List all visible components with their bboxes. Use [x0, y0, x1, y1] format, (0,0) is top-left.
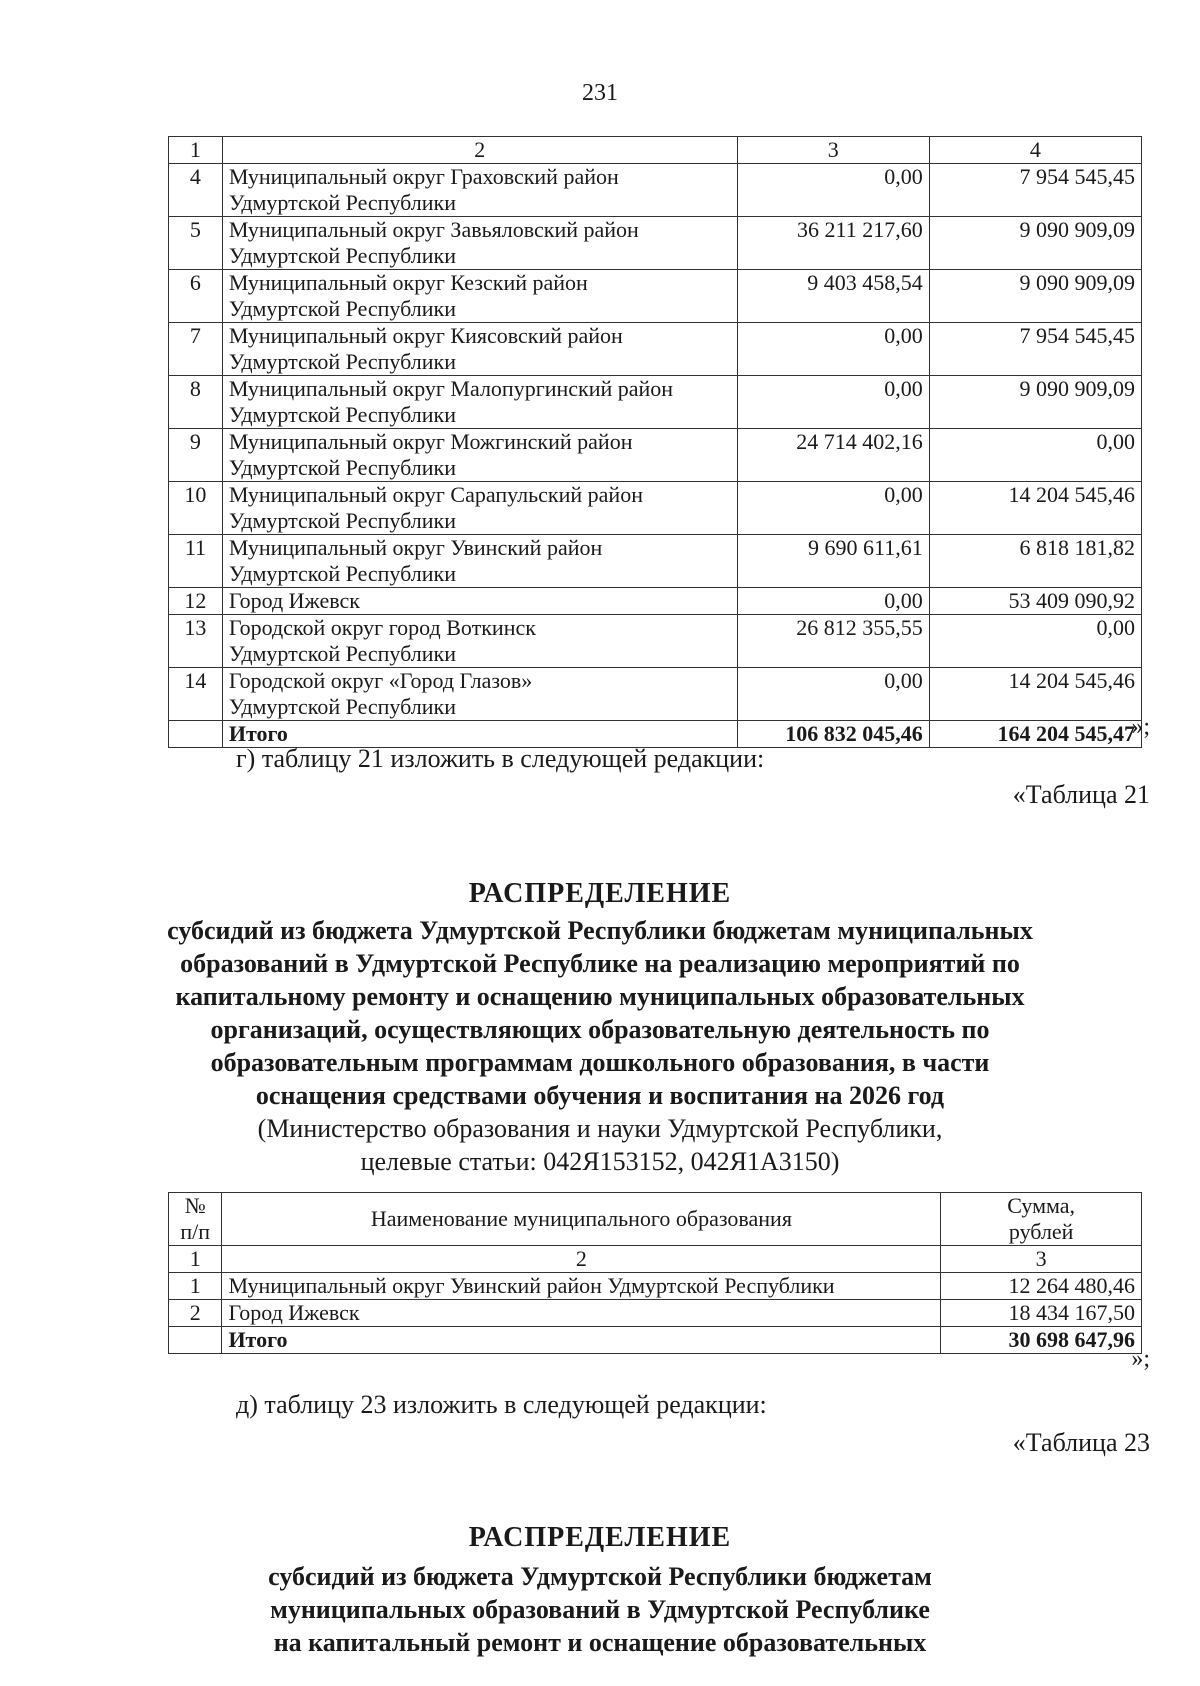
row-name [222, 217, 737, 270]
row-number: 6 [169, 270, 223, 323]
total-label: Итого [222, 1327, 941, 1354]
row-col4: 7 954 545,45 [929, 164, 1141, 217]
row-col3: 0,00 [737, 164, 929, 217]
table-body [169, 164, 1142, 721]
subtitle-line: организаций, осуществляющих образовательную деятельность по [210, 1015, 990, 1044]
row-col4: 14 204 545,46 [929, 482, 1141, 535]
table-row [169, 270, 1142, 323]
total-label: Итого [222, 721, 737, 748]
table-row [169, 1273, 1142, 1300]
table-row [169, 482, 1142, 535]
row-name [222, 164, 737, 217]
row-name [222, 323, 737, 376]
row-number: 5 [169, 217, 223, 270]
distribution-title: РАСПРЕДЕЛЕНИЕ [468, 878, 732, 909]
row-number: 4 [169, 164, 223, 217]
row-name-line: Удмуртской Республики [228, 243, 457, 268]
empty-cell [169, 721, 223, 748]
table-row [169, 429, 1142, 482]
column-number-row [169, 1246, 1142, 1273]
row-col3: 26 812 355,55 [737, 615, 929, 668]
row-number: 12 [169, 588, 223, 615]
row-sum: 18 434 167,50 [941, 1300, 1142, 1327]
row-name [222, 270, 737, 323]
table-21 [168, 1192, 1142, 1354]
table-row [169, 217, 1142, 270]
table-row [169, 588, 1142, 615]
subtitle-line: капитальному ремонту и оснащению муниципальных образовательных [175, 982, 1025, 1011]
row-name-line: Муниципальный округ Киясовский район [228, 323, 623, 348]
distribution-title: РАСПРЕДЕЛЕНИЕ [468, 1522, 732, 1553]
row-name-line: Удмуртской Республики [228, 455, 457, 480]
row-col4: 9 090 909,09 [929, 270, 1141, 323]
row-col4: 9 090 909,09 [929, 376, 1141, 429]
quote-end-mark: »; [1131, 1346, 1150, 1372]
row-name: Муниципальный округ Увинский район Удмуртской Республики [222, 1273, 941, 1300]
row-number: 8 [169, 376, 223, 429]
header-sum [941, 1193, 1142, 1246]
row-col3: 0,00 [737, 323, 929, 376]
table-row [169, 1300, 1142, 1327]
row-col3: 36 211 217,60 [737, 217, 929, 270]
table-header-row [169, 137, 1142, 164]
row-name-line: Удмуртской Республики [228, 402, 457, 427]
instruction-d: д) таблицу 23 изложить в следующей редакции: [236, 1390, 767, 1419]
subtitle-line: субсидий из бюджета Удмуртской Республики бюджетам муниципальных [167, 916, 1033, 945]
column-number: 2 [222, 1246, 941, 1273]
header-cell: 1 [169, 137, 223, 164]
subtitle-line: образований в Удмуртской Республике на реализацию мероприятий по [180, 949, 1020, 978]
note-line: (Министерство образования и науки Удмуртской Республики, [257, 1114, 943, 1143]
row-number: 2 [169, 1300, 222, 1327]
table-21-label: «Таблица 21 [1012, 780, 1150, 809]
header-cell: 2 [222, 137, 737, 164]
subtitle-line: образовательным программам дошкольного образования, в части [210, 1048, 990, 1077]
subtitle-line: на капитальный ремонт и оснащение образовательных [273, 1628, 927, 1657]
row-name-line: Удмуртской Республики [228, 508, 457, 533]
row-name-line: Муниципальный округ Сарапульский район [228, 482, 643, 507]
table-header-row [169, 1193, 1142, 1246]
header-number-line: п/п [180, 1219, 211, 1244]
row-name-line: Город Ижевск [228, 588, 360, 613]
row-col3: 0,00 [737, 482, 929, 535]
total-col3: 106 832 045,46 [737, 721, 929, 748]
row-col4: 14 204 545,46 [929, 668, 1141, 721]
row-number: 10 [169, 482, 223, 535]
row-col4: 0,00 [929, 615, 1141, 668]
row-col4: 7 954 545,45 [929, 323, 1141, 376]
row-col4: 9 090 909,09 [929, 217, 1141, 270]
row-number: 14 [169, 668, 223, 721]
subsidy-table-continued [168, 136, 1142, 748]
row-col3: 24 714 402,16 [737, 429, 929, 482]
row-col4: 6 818 181,82 [929, 535, 1141, 588]
distribution-note [150, 1112, 1050, 1178]
row-name [222, 482, 737, 535]
row-name-line: Удмуртской Республики [228, 296, 457, 321]
row-name-line: Городской округ «Город Глазов» [228, 668, 533, 693]
row-name [222, 535, 737, 588]
row-number: 1 [169, 1273, 222, 1300]
row-col3: 9 403 458,54 [737, 270, 929, 323]
distribution-subtitle [150, 1560, 1050, 1659]
row-number: 13 [169, 615, 223, 668]
header-cell: 3 [737, 137, 929, 164]
column-number: 3 [941, 1246, 1142, 1273]
total-sum: 30 698 647,96 [941, 1327, 1142, 1354]
row-col3: 0,00 [737, 588, 929, 615]
row-sum: 12 264 480,46 [941, 1273, 1142, 1300]
row-name-line: Городской округ город Воткинск [228, 615, 536, 640]
total-col4: 164 204 545,47 [929, 721, 1141, 748]
table-row [169, 535, 1142, 588]
header-number [169, 1193, 222, 1246]
row-name-line: Муниципальный округ Граховский район [228, 164, 619, 189]
table-row [169, 668, 1142, 721]
row-name-line: Удмуртской Республики [228, 641, 457, 666]
row-col4: 53 409 090,92 [929, 588, 1141, 615]
table-row [169, 323, 1142, 376]
subtitle-line: оснащения средствами обучения и воспитания на 2026 год [255, 1081, 945, 1110]
header-sum-line: Сумма, [1007, 1193, 1076, 1218]
total-row [169, 1327, 1142, 1354]
row-name [222, 376, 737, 429]
header-number-line: № [184, 1193, 206, 1218]
table-row [169, 376, 1142, 429]
row-name [222, 615, 737, 668]
header-cell: 4 [929, 137, 1141, 164]
row-col3: 0,00 [737, 668, 929, 721]
instruction-g: г) таблицу 21 изложить в следующей редакции: [236, 744, 765, 773]
row-name [222, 668, 737, 721]
row-name-line: Муниципальный округ Можгинский район [228, 429, 633, 454]
row-name [222, 588, 737, 615]
row-name-line: Муниципальный округ Завьяловский район [228, 217, 639, 242]
page-number: 231 [582, 80, 618, 106]
column-number: 1 [169, 1246, 222, 1273]
header-sum-line: рублей [1008, 1219, 1074, 1244]
row-name-line: Удмуртской Республики [228, 694, 457, 719]
row-number: 11 [169, 535, 223, 588]
note-line: целевые статьи: 042Я153152, 042Я1А3150) [360, 1147, 840, 1176]
row-name [222, 429, 737, 482]
header-name: Наименование муниципального образования [222, 1193, 941, 1246]
row-name-line: Муниципальный округ Кезский район [228, 270, 588, 295]
distribution-subtitle [150, 914, 1050, 1112]
empty-cell [169, 1327, 222, 1354]
row-name-line: Муниципальный округ Малопургинский район [228, 376, 674, 401]
row-col3: 0,00 [737, 376, 929, 429]
row-number: 9 [169, 429, 223, 482]
row-name-line: Удмуртской Республики [228, 349, 457, 374]
row-name-line: Муниципальный округ Увинский район [228, 535, 603, 560]
row-name-line: Удмуртской Республики [228, 190, 457, 215]
table-row [169, 164, 1142, 217]
row-name: Город Ижевск [222, 1300, 941, 1327]
quote-end-mark: »; [1131, 714, 1150, 740]
table-23-label: «Таблица 23 [1012, 1428, 1150, 1457]
row-number: 7 [169, 323, 223, 376]
row-col3: 9 690 611,61 [737, 535, 929, 588]
row-name-line: Удмуртской Республики [228, 561, 457, 586]
row-col4: 0,00 [929, 429, 1141, 482]
subtitle-line: субсидий из бюджета Удмуртской Республики бюджетам [268, 1562, 932, 1591]
subtitle-line: муниципальных образований в Удмуртской Республике [270, 1595, 930, 1624]
table-row [169, 615, 1142, 668]
